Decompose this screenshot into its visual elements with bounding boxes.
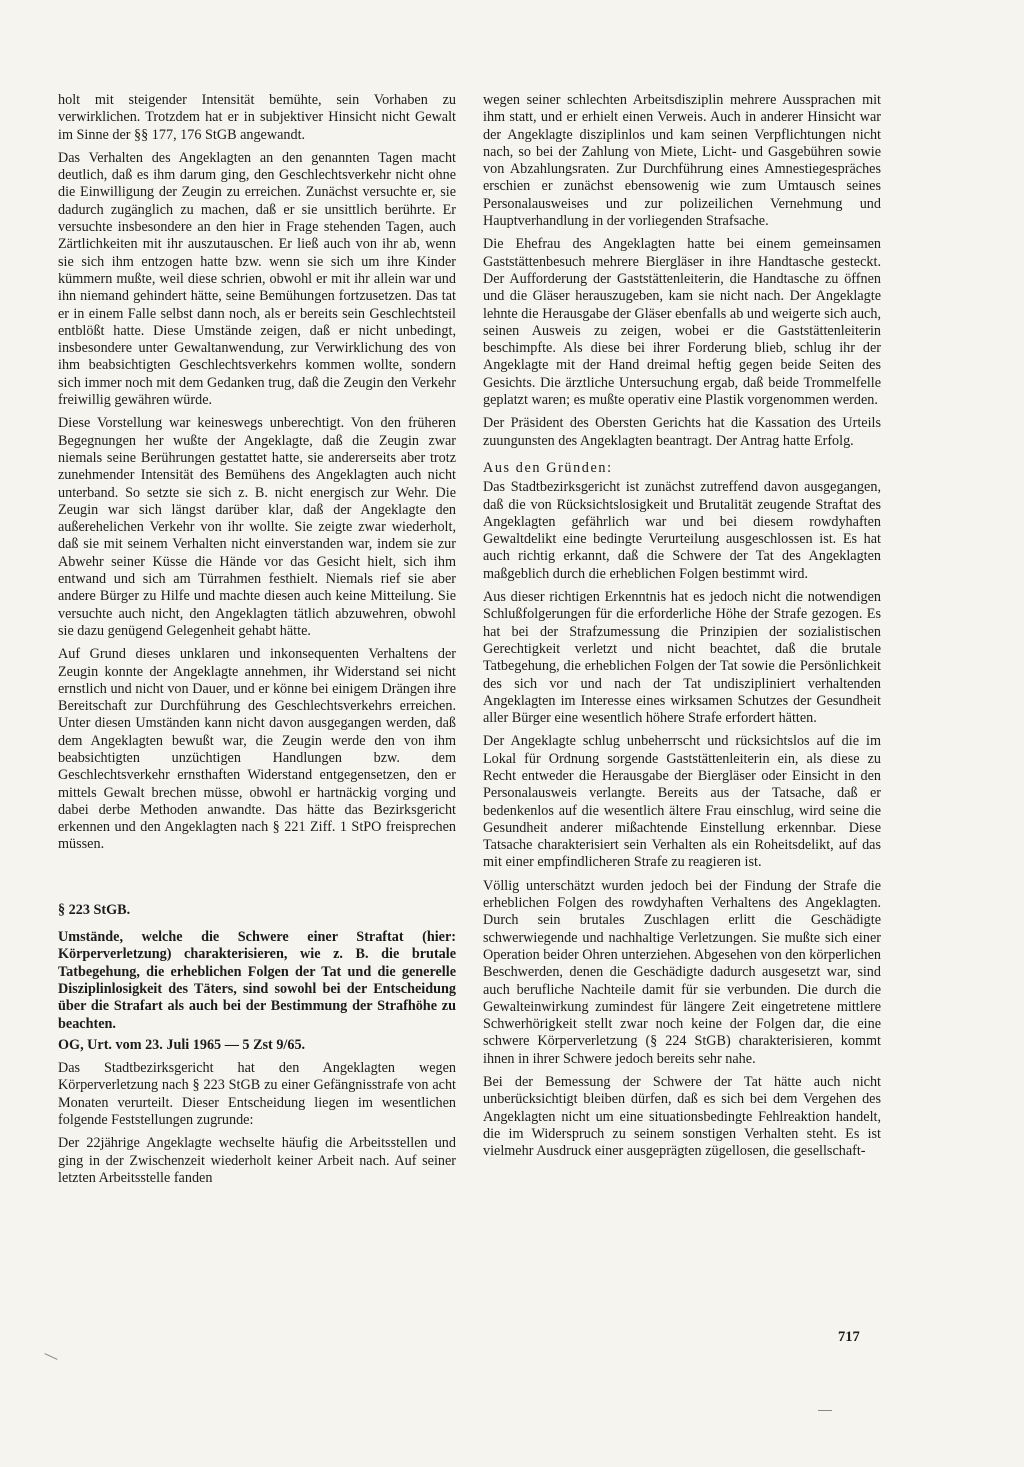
paragraph: Das Verhalten des Angeklagten an den genannten Tagen macht deutlich, daß es ihm darum ging, den Geschlechtsverkehr nicht ohne die Einwilligung der Zeugin zu erreichen. Zunächst versuchte er, sie dadurch zugänglich zu machen, daß er sie unsittlich berührte. Er versuchte insbesondere an den hier in Frage stehenden Tagen, auch Zärtlichkeiten mit ihr auszutauschen. Er ließ auch von ihr ab, wenn sie sich ihm entzogen hatte bzw. wenn sie sich um ihre Kinder kümmern mußte, weil diese schrien, obwohl er mit ihr allein war und ihn niemand gehindert hätte, seine Bemühungen fortzusetzen. Das tat er in einem Falle selbst dann noch, als er bereits sein Geschlechtsteil entblößt hatte. Diese Umstände zeigen, daß er nicht unbedingt, insbesondere unter Gewaltanwendung, zur Verwirklichung des von ihm beabsichtigten Geschlechtsverkehrs kommen wollte, sondern sich immer noch mit dem Gedanken trug, daß die Zeugin den Verkehr freiwillig gewähren würde. bbox=[58, 149, 456, 409]
paragraph: holt mit steigender Intensität bemühte, sein Vorhaben zu verwirklichen. Trotzdem hat er in subjektiver Hinsicht nicht Gewalt im Sinne der §§ 177, 176 StGB angewandt. bbox=[58, 92, 456, 143]
paragraph: Das Stadtbezirksgericht ist zunächst zutreffend davon ausgegangen, daß die von Rücksichtslosigkeit und Brutalität zeugende Straftat des Angeklagten gefährlich war und bei diesem rowdyhaften Gewaltdelikt eine bedingte Verurteilung ausgeschlossen ist. Es hat auch richtig erkannt, daß die Schwere der Tat des Angeklagten maßgeblich durch die erheblichen Folgen bestimmt wird. bbox=[483, 479, 881, 582]
right-column bbox=[483, 92, 881, 1167]
paragraph: Das Stadtbezirksgericht hat den Angeklagten wegen Körperverletzung nach § 223 StGB zu einer Gefängnisstrafe von acht Monaten verurteilt. Dieser Entscheidung liegen im wesentlichen folgende Feststellungen zugrunde: bbox=[58, 1060, 456, 1129]
paragraph: Bei der Bemessung der Schwere der Tat hätte auch nicht unberücksichtigt bleiben dürfen, daß es sich bei dem Vergehen des Angeklagten nicht um eine situationsbedingte Fehlreaktion handelt, die im Widerspruch zu seinem sonstigen Verhalten steht. Es ist vielmehr Ausdruck einer ausgeprägten zügellosen, die gesellschaft- bbox=[483, 1074, 881, 1160]
case-section-heading: § 223 StGB. bbox=[58, 901, 131, 918]
paragraph: wegen seiner schlechten Arbeitsdisziplin mehrere Aussprachen mit ihm statt, und er erhielt einen Verweis. Auch in anderer Hinsicht war der Angeklagte disziplinlos und kam seinen Verpflichtungen nicht nach, so bei der Zahlung von Miete, Licht- und Gasgebühren sowie von Abzahlungsraten. Zur Durchführung eines Amnestiegespräches erschien er zunächst ebensowenig wie zum Umtausch seines Personalausweises und zur polizeilichen Vernehmung und Hauptverhandlung in der vorliegenden Strafsache. bbox=[483, 92, 881, 230]
case-headnote: Umstände, welche die Schwere einer Straftat (hier: Körperverletzung) charakterisieren, wie z. B. die brutale Tatbegehung, die erheblichen Folgen der Tat und die generelle Disziplinlosigkeit des Täters, sind sowohl bei der Entscheidung über die Strafart als auch bei der Bestimmung der Strafhöhe zu beachten. bbox=[58, 929, 456, 1032]
paragraph: Auf Grund dieses unklaren und inkonsequenten Verhaltens der Zeugin konnte der Angeklagte annehmen, ihr Widerstand sei nicht ernstlich und nicht von Dauer, und er könne bei einigem Drängen ihre Bereitschaft zur Durchführung des Geschlechtsverkehrs erreichen. Unter diesen Umständen kann nicht davon ausgegangen werden, daß dem Angeklagten bewußt war, die Zeugin werde den von ihm beabsichtigten unzüchtigen Handlungen bzw. dem Geschlechtsverkehr ernsthaften Widerstand entgegensetzen, den er mittels Gewalt brechen müsse, obwohl er hartnäckig vorging und dabei derbe Methoden anwandte. Das hätte das Bezirksgericht erkennen und den Angeklagten nach § 221 Ziff. 1 StPO freisprechen müssen. bbox=[58, 646, 456, 853]
paragraph: Der Präsident des Obersten Gerichts hat die Kassation des Urteils zuungunsten des Angeklagten beantragt. Der Antrag hatte Erfolg. bbox=[483, 415, 881, 449]
paragraph: Der Angeklagte schlug unbeherrscht und rücksichtslos auf die im Lokal für Ordnung sorgende Gaststättenleiterin ein, als diese zu Recht entweder die Herausgabe der Biergläser oder Einsicht in den Personalausweis verlangte. Bereits aus der Tatsache, daß er bedenkenlos auf die wesentlich ältere Frau einschlug, wird seine die Gesundheit anderer mißachtende Einstellung erkennbar. Diese Tatsache charakterisiert sein Verhalten als ein Roheitsdelikt, auf das mit einer empfindlicheren Strafe zu reagieren ist. bbox=[483, 733, 881, 871]
paragraph: Aus dieser richtigen Erkenntnis hat es jedoch nicht die notwendigen Schlußfolgerungen für die erforderliche Höhe der Strafe gezogen. Es hat bei der Strafzumessung die Prinzipien der sozialistischen Gerechtigkeit verletzt und nicht beachtet, daß die brutale Tatbegehung, die erheblichen Folgen der Tat sowie die Persönlichkeit des sich vor und nach der Tat undiszipliniert verhaltenden Angeklagten im Interesse eines wirksamen Schutzes der Gesundheit aller Bürger eine wesentlich höhere Strafe erfordert hätten. bbox=[483, 589, 881, 727]
scan-artifact bbox=[818, 1410, 832, 1411]
case-citation: OG, Urt. vom 23. Juli 1965 — 5 Zst 9/65. bbox=[58, 1036, 306, 1053]
case-entry bbox=[58, 902, 456, 1187]
scan-artifact bbox=[44, 1353, 57, 1360]
paragraph: Die Ehefrau des Angeklagten hatte bei einem gemeinsamen Gaststättenbesuch mehrere Biergläser in ihre Handtasche gesteckt. Der Aufforderung der Gaststättenleiterin, die Handtasche zu öffnen und die Gläser herauszugeben, kam sie nicht nach. Der Angeklagte lehnte die Herausgabe der Gläser ebenfalls ab und weigerte sich auch, seinen Ausweis zu zeigen, wobei er die Gaststättenleiterin beschimpfte. Als diese bei ihrer Forderung blieb, schlug ihr der Angeklagte mit der Hand dreimal heftig gegen beide Seiten des Gesichts. Die ärztliche Untersuchung ergab, daß beide Trommelfelle geplatzt waren; es mußte operativ eine Plastik vorgenommen werden. bbox=[483, 236, 881, 409]
left-column bbox=[58, 92, 456, 1193]
paragraph: Der 22jährige Angeklagte wechselte häufig die Arbeitsstellen und ging in der Zwischenzeit wiederholt keiner Arbeit nach. Auf seiner letzten Arbeitsstelle fanden bbox=[58, 1135, 456, 1186]
paragraph: Diese Vorstellung war keineswegs unberechtigt. Von den früheren Begegnungen her wußte der Angeklagte, daß die Zeugin zwar niemals seine Berührungen gestattet hatte, sie andererseits aber trotz zunehmender Intensität des Bemühens des Angeklagten auch nicht unterband. So setzte sie sich z. B. nicht energisch zur Wehr. Die Zeugin war sich längst darüber klar, daß der Angeklagte den außerehelichen Verkehr von ihr wollte. Sie zeigte zwar wiederholt, daß sie mit seinem Verhalten nicht einverstanden war, indem sie zur Abwehr seiner Küsse die Hände vor das Gesicht hielt, sich ihm entwand und sich am Türrahmen festhielt. Niemals rief sie aber andere Bürger zu Hilfe und machte diesen auch keine Mitteilung. Sie versuchte auch nicht, den Angeklagten tätlich abzuwehren, obwohl sie dazu genügend Gelegenheit gehabt hätte. bbox=[58, 415, 456, 639]
paragraph: Völlig unterschätzt wurden jedoch bei der Findung der Strafe die erheblichen Folgen des rowdyhaften Verhaltens des Angeklagten. Durch sein brutales Zuschlagen erlitt die Geschädigte schwerwiegende und nachhaltige Verletzungen. Sie mußte sich einer Operation beider Ohren unterziehen. Abgesehen von den körperlichen Beschwerden, denen die Geschädigte dadurch ausgesetzt war, sind auch berufliche Nachteile damit für sie verbunden. Die durch die Gewalteinwirkung zumindest für längere Zeit eingetretene mittlere Schwerhörigkeit stellt zwar noch keine der Folgen dar, die eine schwere Körperverletzung (§ 224 StGB) charakterisieren, kommt ihnen in ihrer Schwere jedoch bereits sehr nahe. bbox=[483, 877, 881, 1067]
page-number: 717 bbox=[838, 1329, 860, 1345]
grounds-heading: Aus den Gründen: bbox=[483, 459, 613, 476]
